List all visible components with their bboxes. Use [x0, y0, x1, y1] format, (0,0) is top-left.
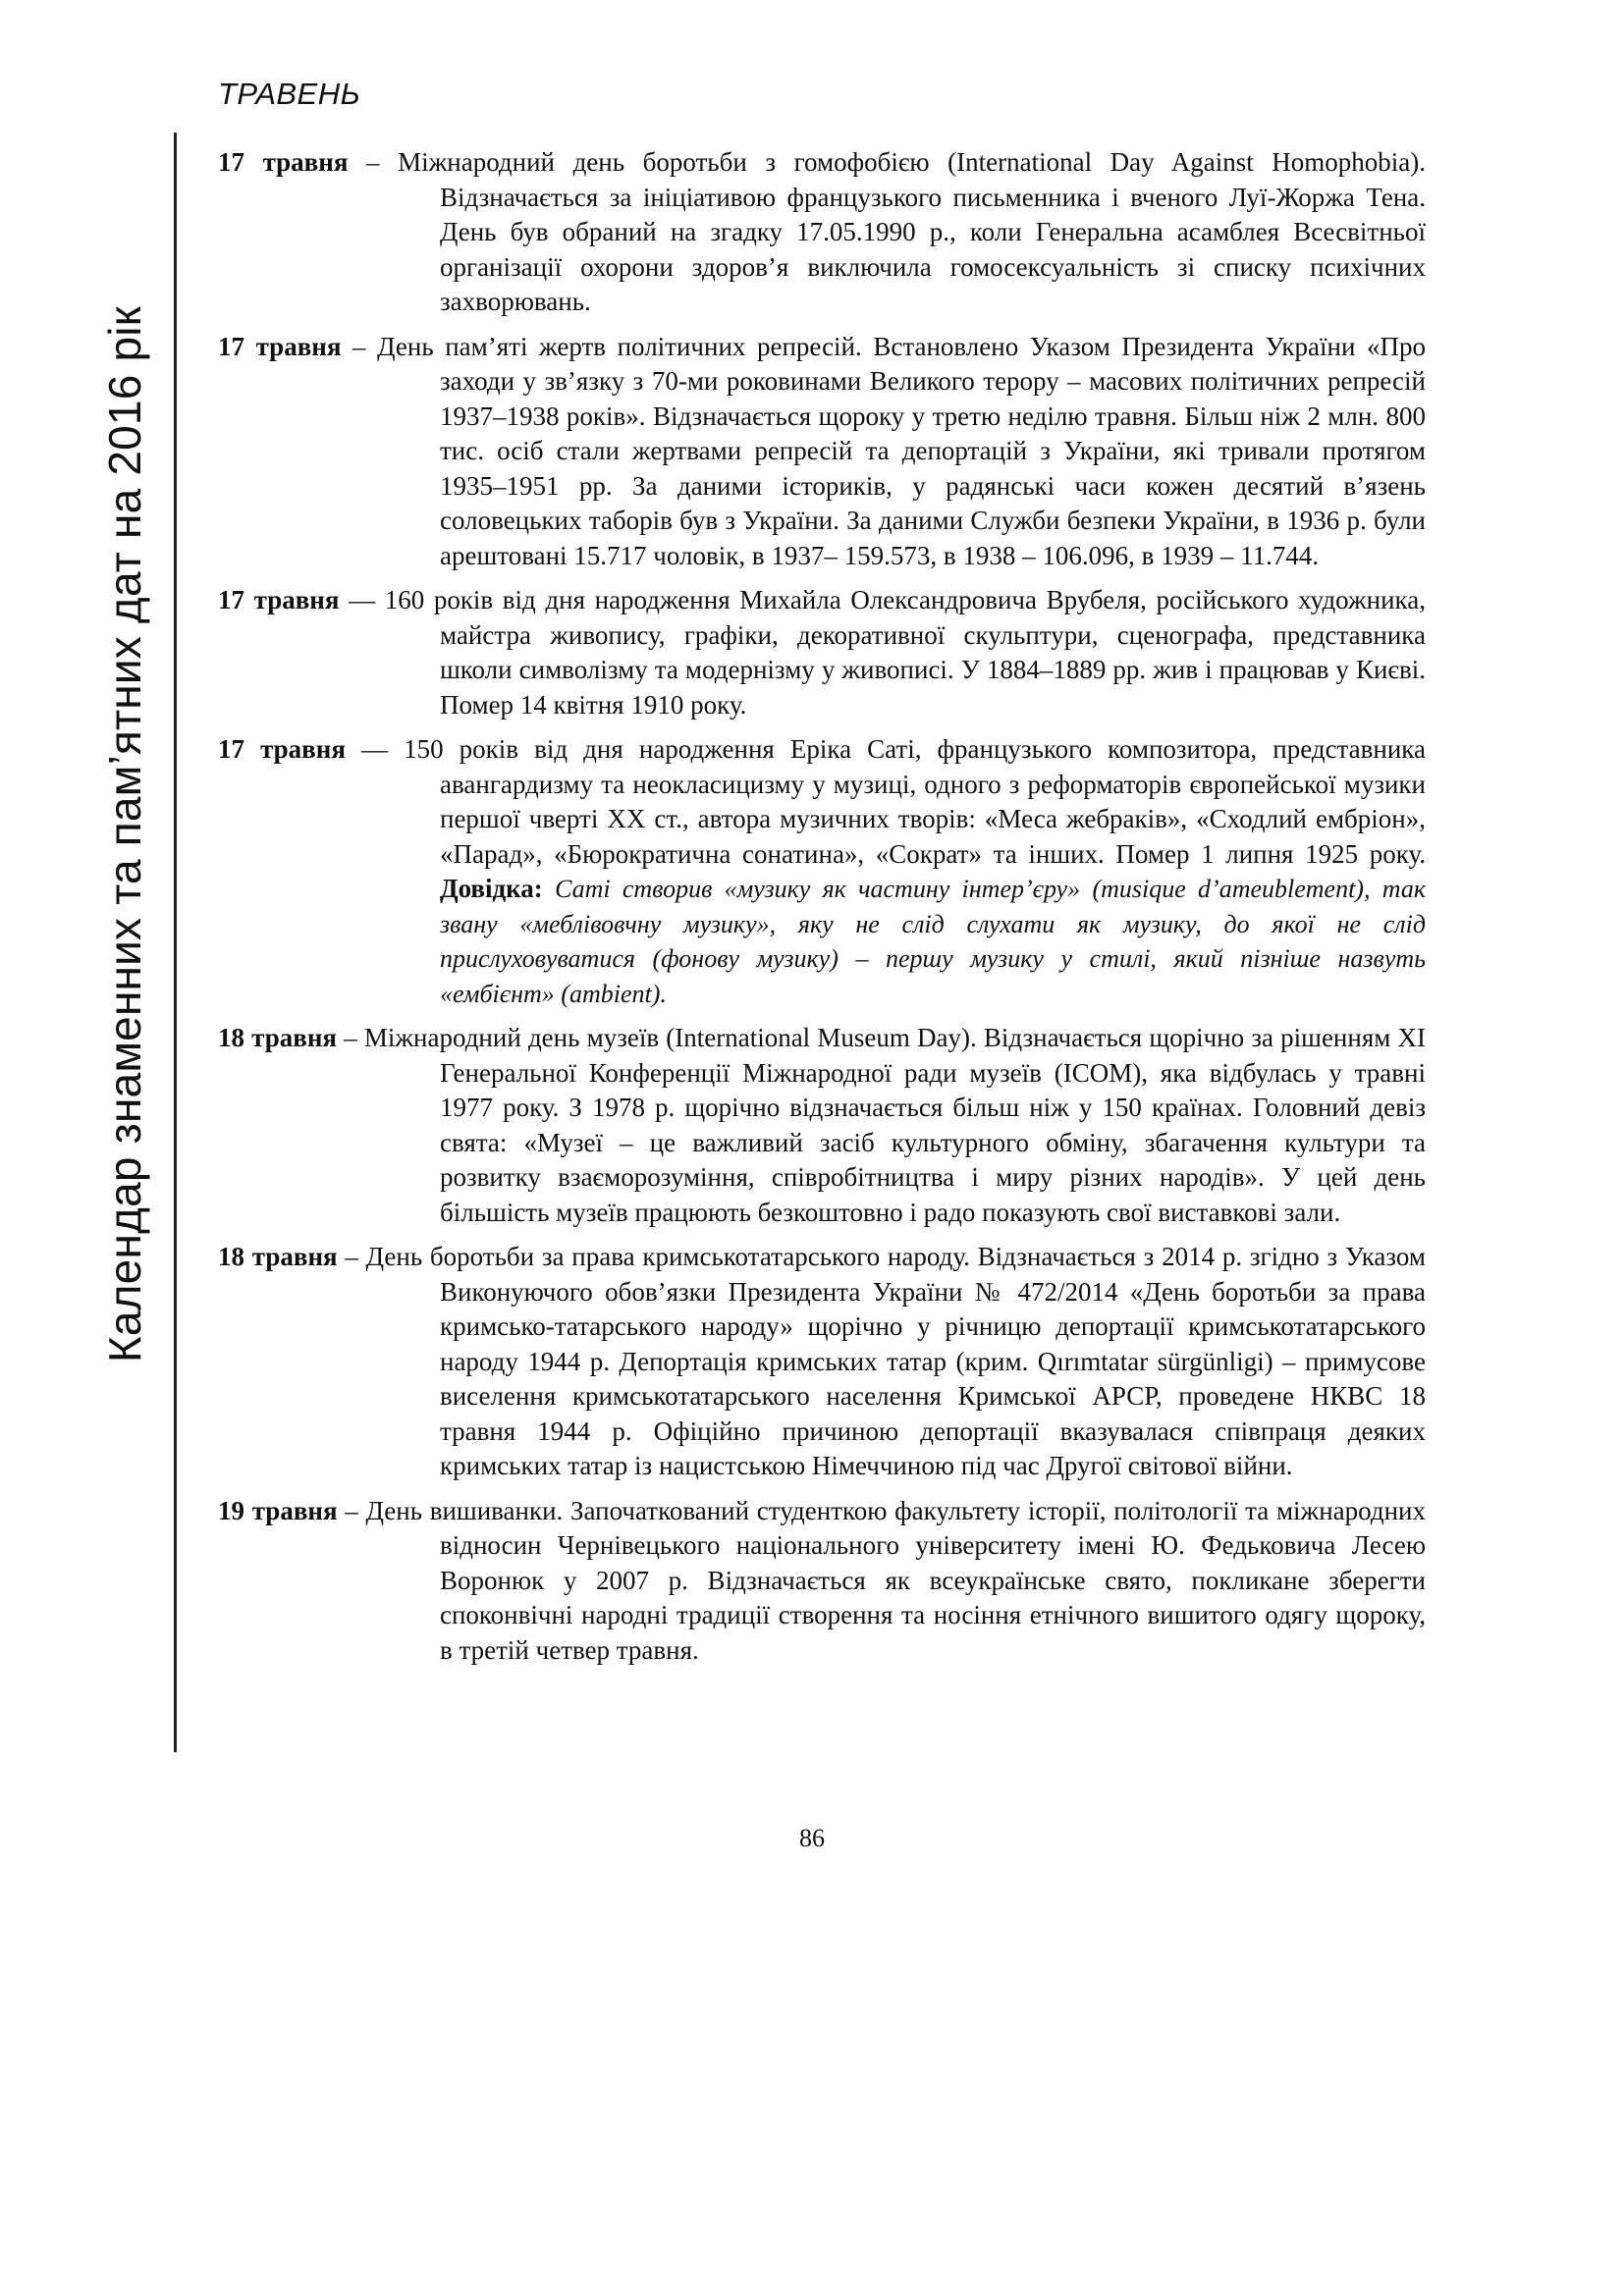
entry-separator: – [337, 1495, 366, 1525]
entry-note-text: Саті створив «музику як частину інтер’єру» (musique d’ameublement), так звану «меблівовчну музику», яку не слід слухати як музику, до якої не слід прислуховуватися (фонову музику) – першу музику у стилі, який пізніше назвуть «ембієнт» (ambient). [440, 875, 1426, 1008]
entry-date: 17 травня [218, 734, 346, 764]
side-title-container [94, 147, 155, 1522]
entry-separator: – [341, 331, 378, 361]
calendar-entry [218, 1021, 1426, 1230]
entry-separator: — [339, 585, 385, 614]
entry-separator: – [348, 147, 399, 177]
entry-text: Міжнародний день музеїв (International Museum Day). Відзначається щорічно за рішенням XI Генеральної Конференції Міжнародної ради музеїв (ICOM), яка відбулась у травні 1977 року. З 1978 р. щорічно відзначається більш ніж у 150 країнах. Головний девіз свята: «Музеї – це важливий засіб культурного обміну, збагачення культури та розвитку взаєморозуміння, співробітництва і миру різних народів». У цей день більшість музеїв працюють безкоштовно і радо показують свої виставкові зали. [363, 1023, 1426, 1227]
entry-text: День вишиванки. Започаткований студенткою факультету історії, політології та міжнародних відносин Чернівецького національного університету імені Ю. Федьковича Лесею Воронюк у 2007 р. Відзначається як всеукраїнське свято, покликане зберегти споконвічні народні традиції створення та носіння етнічного вишитого одягу щороку, в третій четвер травня. [365, 1495, 1427, 1665]
calendar-entries [218, 145, 1426, 1678]
entry-separator: – [337, 1242, 366, 1271]
calendar-entry [218, 1494, 1426, 1669]
calendar-entry [218, 145, 1426, 320]
entry-separator: — [345, 734, 405, 764]
entry-text: Міжнародний день боротьби з гомофобією (International Day Against Homophobia). Відзначається за ініціативою французького письменника і вченого Луї-Жоржа Тена. День був обраний на згадку 17.05.1990 р., коли Генеральна асамблея Всесвітньої організації охорони здоров’я виключила гомосексуальність зі списку психічних захворювань. [398, 147, 1427, 316]
entry-note-label: Довідка: [440, 874, 543, 903]
entry-text: 150 років від дня народження Еріка Саті, французького композитора, представника авангардизму та неокласицизму у музиці, одного з реформаторів європейської музики першої чверті XX ст., автора музичних творів: «Меса жебраків», «Сходлий ембріон», «Парад», «Бюрократична сонатина», «Сократ» та інших. Помер 1 липня 1925 року. [404, 734, 1426, 869]
calendar-entry [218, 330, 1426, 574]
margin-rule [174, 133, 177, 1752]
calendar-entry [218, 732, 1426, 1011]
entry-date: 17 травня [218, 147, 349, 177]
entry-text: 160 років від дня народження Михайла Олександровича Врубеля, російського художника, майстра живопису, графіки, декоративної скульптури, сценографа, представника школи символізму та модернізму у живописі. У 1884–1889 рр. жив і працював у Києві. Помер 14 квітня 1910 року. [384, 585, 1427, 720]
side-title: Календар знаменних та пам’ятних дат на 2016 рік [99, 305, 150, 1363]
entry-date: 18 травня [218, 1023, 338, 1052]
entry-date: 19 травня [218, 1495, 338, 1525]
entry-date: 17 травня [218, 585, 340, 614]
entry-text: День боротьби за права кримськотатарського народу. Відзначається з 2014 р. згідно з Указом Виконуючого обов’язки Президента України № 472/2014 «День боротьби за права кримсько-татарського народу» щорічно у річницю депортації кримськотатарського народу 1944 р. Депортація кримських татар (крим. Qırımtatar sürgünligi) – примусове виселення кримськотатарського населення Кримської АРСР, проведене НКВС 18 травня 1944 р. Офіційно причиною депортації вказувалася співпраця деяких кримських татар із нацистською Німеччиною під час Другої світової війни. [365, 1242, 1426, 1480]
entry-date: 18 травня [218, 1242, 338, 1271]
section-title: ТРАВЕНЬ [218, 77, 361, 111]
entry-separator: – [337, 1023, 364, 1052]
entry-text: День пам’яті жертв політичних репресій. Встановлено Указом Президента України «Про заходи у зв’язку з 70-ми роковинами Великого терору – масових політичних репресій 1937–1938 років». Відзначається щороку у третю неділю травня. Більш ніж 2 млн. 800 тис. осіб стали жертвами репресій та депортацій з України, які тривали протягом 1935–1951 рр. За даними істориків, у радянські часи кожен десятий в’язень соловецьких таборів був з України. За даними Служби безпеки України, в 1936 р. були арештовані 15.717 чоловік, в 1937– 159.573, в 1938 – 106.096, в 1939 – 11.744. [377, 331, 1427, 570]
page-number: 86 [799, 1824, 825, 1852]
entry-date: 17 травня [218, 331, 342, 361]
calendar-entry [218, 1240, 1426, 1484]
calendar-entry [218, 583, 1426, 722]
